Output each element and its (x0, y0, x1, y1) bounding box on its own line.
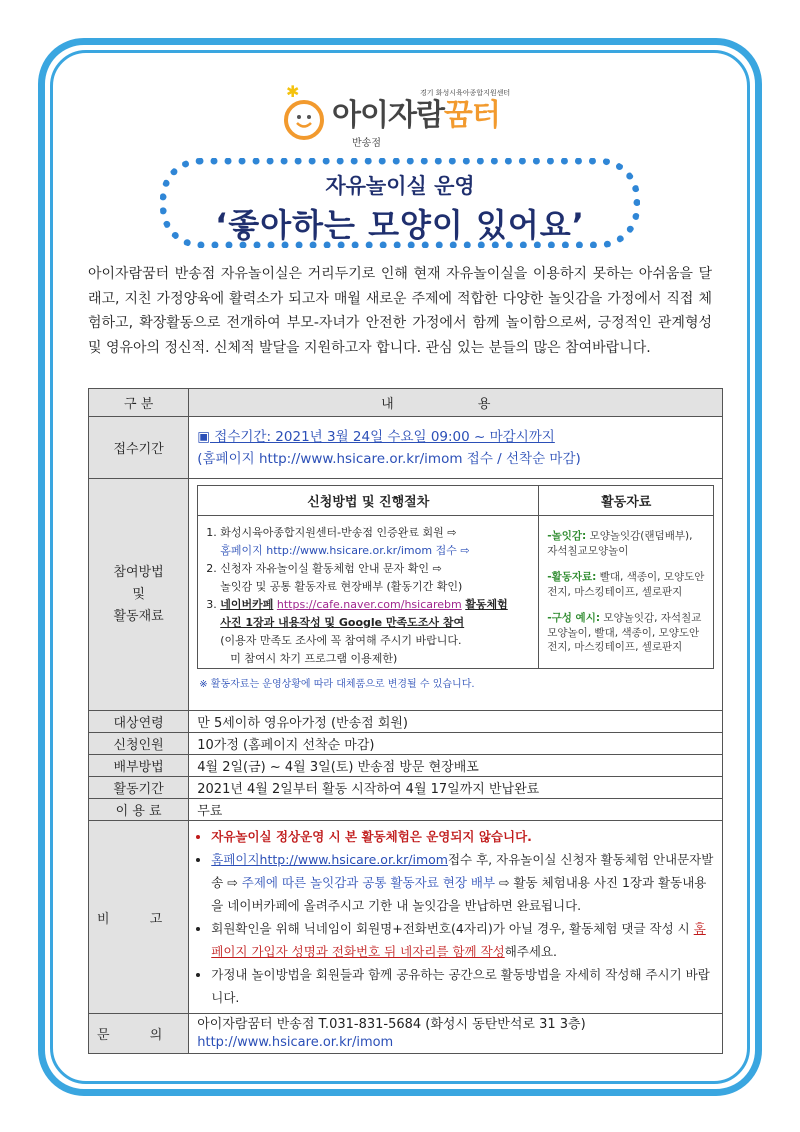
reception-label: 접수기간 (89, 417, 189, 479)
reception-period: ▣ 접수기간: 2021년 3월 24일 수요일 09:00 ~ 마감시까지 (197, 428, 555, 445)
materials-note: ※ 활동자료는 운영상황에 따라 대체품으로 변경될 수 있습니다. (199, 679, 475, 690)
remark-3: • 회원확인을 위해 닉네임이 회원명+전화번호(4자리)가 아닐 경우, 활동체험 댓글 작성 시 홈페이지 가입자 성명과 전화번호 뒤 네자리를 함께 작성해주세요. (211, 917, 714, 963)
title-main: ‘좋아하는 모양이 있어요’ (215, 206, 585, 244)
header-label: 구 분 (89, 389, 189, 417)
capacity-value: 10가정 (홈페이지 선착순 마감) (189, 733, 723, 755)
remarks-content (189, 821, 723, 1014)
contact-link[interactable]: http://www.hsicare.or.kr/imom (197, 1034, 394, 1050)
logo (282, 84, 542, 148)
distribution-row: 배부방법 4월 2일(금) ~ 4월 3일(토) 반송점 방문 현장배포 (89, 755, 723, 777)
remark-4: • 가정내 놀이방법을 회원들과 함께 공유하는 공간으로 활동방법을 자세히 작성해 주시기 바랍니다. (211, 963, 714, 1009)
materials-list: -놀잇감: 모양놀잇감(랜덤배부), 자석칠교모양놀이 -활동자료: 빨대, 색종이, 모양도안 전지, 마스킹테이프, 셀로판지 -구성 예시: 모양놀잇감, 자석칠교모양놀이, 빨대, 색종이, 모양도안 전지, 마스킹테이프, 셀로판지 (539, 516, 714, 669)
remark-1: • 자유놀이실 정상운영 시 본 활동체험은 운영되지 않습니다. (211, 825, 714, 848)
reception-row (89, 417, 723, 479)
logo-name: 아이자람꿈터 (332, 98, 500, 133)
method-header: 신청방법 및 진행절차 (198, 486, 539, 516)
participation-row (89, 479, 723, 711)
info-table (88, 388, 723, 1054)
fee-value: 무료 (189, 799, 723, 821)
period-row: 활동기간 2021년 4월 2일부터 활동 시작하여 4월 17일까지 반납완료 (89, 777, 723, 799)
contact-row: 문 의 아이자람꿈터 반송점 T.031-831-5684 (화성시 동탄반석로 31 3층) http://www.hsicare.or.kr/imom (89, 1014, 723, 1054)
participation-content (189, 479, 723, 711)
cafe-link[interactable]: https://cafe.naver.com/hsicarebm (276, 598, 462, 611)
title-sub: 자유놀이실 운영 (325, 174, 475, 198)
fee-row: 이 용 료 무료 (89, 799, 723, 821)
participation-label: 참여방법 및 활동재료 (89, 479, 189, 711)
center-name: 경기 화성시육아종합지원센터 (420, 89, 511, 97)
materials-header: 활동자료 (539, 486, 714, 516)
target-value: 만 5세이하 영유아가정 (반송점 회원) (189, 711, 723, 733)
contact-info: 아이자람꿈터 반송점 T.031-831-5684 (화성시 동탄반석로 31 3층) (197, 1016, 586, 1032)
remark-2: • 홈페이지http://www.hsicare.or.kr/imom접수 후, 자유놀이실 신청자 활동체험 안내문자발송 ⇨ 주제에 따른 놀잇감과 공통 활동자료 현장 배부 ⇨ 활동 체험내용 사진 1장과 활동내용을 네이버카페에 올려주시고 기한 내 놀잇감을 반납하면 완료됩니다. (211, 848, 714, 917)
header-content: 내 용 (189, 389, 723, 417)
reception-content (189, 417, 723, 479)
contact-content (189, 1014, 723, 1054)
star-icon: ✱ (286, 82, 300, 101)
method-steps: 1. 화성시육아종합지원센터-반송점 인증완료 회원 ⇨ 홈페이지 http://www.hsicare.or.kr/imom 접수 ⇨ 2. 신청자 자유놀이실 활동체험 안내 문자 확인 ⇨ 놀잇감 및 공통 활동자료 현장배부 (활동기간 확인) 3. 네이버카페 https://cafe.naver.com/hsicarebm 활동체험 사진 1장과 내용작성 및 Google 만족도조사 참여 (이용자 만족도 조사에 꼭 참여해 주시기 바랍니다. 미 참여시 차기 프로그램 이용제한) (198, 516, 539, 669)
intro-paragraph: 아이자람꿈터 반송점 자유놀이실은 거리두기로 인해 현재 자유놀이실을 이용하지 못하는 아쉬움을 달래고, 지친 가정양육에 활력소가 되고자 매월 새로운 주제에 적합한 다양한 놀잇감을 가정에서 직접 체험하고, 확장활동으로 전개하여 부모-자녀가 안전한 가정에서 함께 놀이함으로써, 긍정적인 관계형성 및 영유아의 정신적. 신체적 발달을 지원하고자 합니다. 관심 있는 분들의 많은 참여바랍니다. (88, 266, 712, 356)
logo-branch: 반송점 (352, 138, 381, 149)
header-row (89, 389, 723, 417)
method-table (197, 485, 714, 669)
distribution-value: 4월 2일(금) ~ 4월 3일(토) 반송점 방문 현장배포 (189, 755, 723, 777)
target-row: 대상연령 만 5세이하 영유아가정 (반송점 회원) (89, 711, 723, 733)
remarks-row: 비 고 • 자유놀이실 정상운영 시 본 활동체험은 운영되지 않습니다. • 홈페이지http://www.hsicare.or.kr/imom접수 후, 자유놀이실 신청자 활동체험 안내문자발송 ⇨ 주제에 따른 놀잇감과 공통 활동자료 현장 배부 ⇨ 활동 체험내용 사진 1장과 활동내용을 네이버카페에 올려주시고 기한 내 놀잇감을 반납하면 완료됩니다. • 회원확인을 위해 닉네임이 회원명+전화번호(4자리)가 아닐 경우, 활동체험 댓글 작성 시 홈페이지 가입자 성명과 전화번호 뒤 네자리를 함께 작성해주세요. • 가정내 놀이방법을 회원들과 함께 공유하는 공간으로 활동방법을 자세히 작성해 주시기 바랍니다. (89, 821, 723, 1014)
smile-face-icon (284, 100, 324, 140)
reception-site: (홈페이지 http://www.hsicare.or.kr/imom 접수 / 선착순 마감) (197, 450, 581, 467)
period-value: 2021년 4월 2일부터 활동 시작하여 4월 17일까지 반납완료 (189, 777, 723, 799)
capacity-row: 신청인원 10가정 (홈페이지 선착순 마감) (89, 733, 723, 755)
